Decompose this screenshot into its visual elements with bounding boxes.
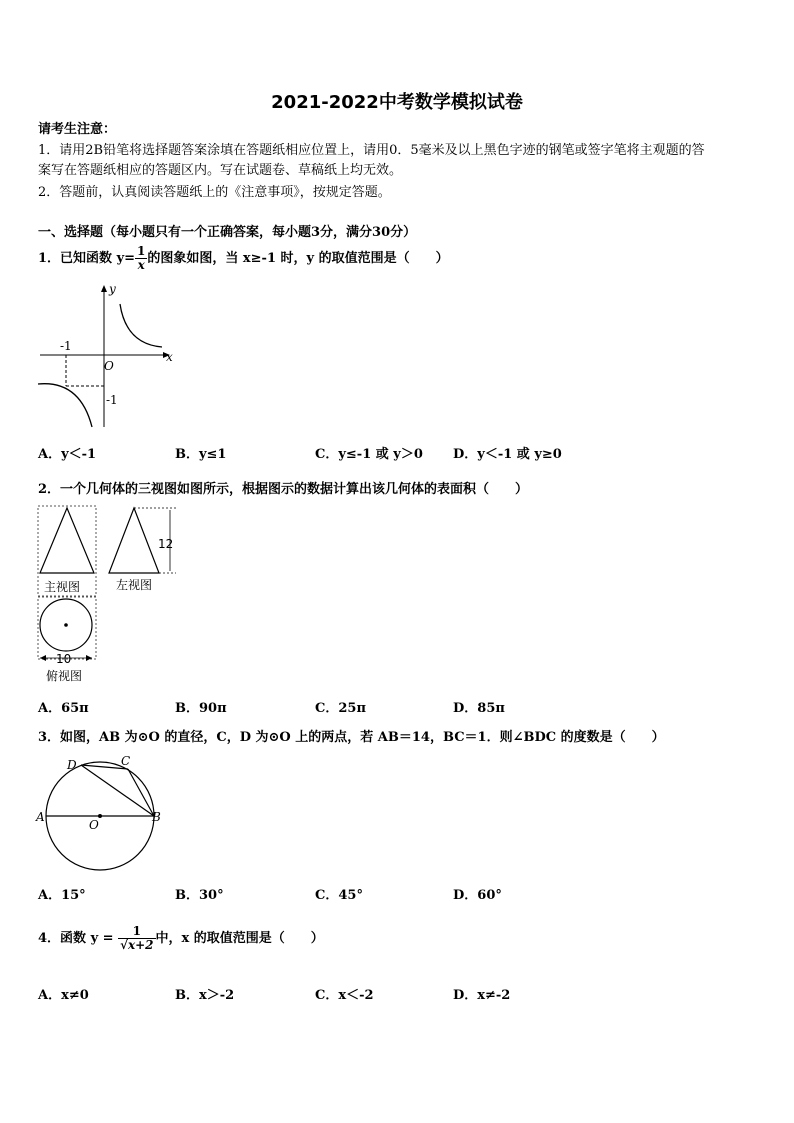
q1-option-d[interactable]: D．y＜-1 或 y≥0 — [453, 447, 562, 462]
q1-label-neg1-x: -1 — [60, 339, 72, 353]
q4-frac-den: √x+2 — [120, 938, 154, 952]
q3-label-d: D — [67, 758, 77, 772]
q1-curve-left — [38, 384, 92, 427]
notice-line-1b: 案写在答题纸相应的答题区内。写在试题卷、草稿纸上均无效。 — [38, 163, 403, 178]
q3-option-a[interactable]: A．15° — [38, 888, 86, 903]
q1-option-b[interactable]: B．y≤1 — [175, 447, 227, 462]
q2-dim-arrow-left — [40, 655, 46, 661]
q2-side-caption: 左视图 — [116, 578, 153, 592]
q1-label-origin: O — [104, 359, 114, 373]
q1-suffix: 的图象如图，当 x≥-1 时，y 的取值范围是（ ） — [147, 251, 449, 266]
q4-suffix: 中，x 的取值范围是（ ） — [155, 931, 324, 946]
q1-prefix: 1．已知函数 y= — [38, 251, 136, 266]
question-3: 3．如图，AB 为⊙O 的直径，C，D 为⊙O 上的两点，若 AB＝14，BC＝1．则∠BDC 的度数是（ ） — [38, 730, 665, 745]
q3-label-o: O — [89, 818, 99, 832]
section-heading: 一、选择题（每小题只有一个正确答案，每小题3分，满分30分） — [38, 225, 417, 240]
question-1 — [38, 245, 449, 272]
q1-label-neg1-y: -1 — [106, 393, 118, 407]
q3-option-c[interactable]: C．45° — [315, 888, 363, 903]
q3-circle-figure — [34, 752, 169, 872]
question-4 — [38, 925, 324, 952]
q2-height-label: 12 — [158, 537, 174, 551]
q2-dim-arrow-right — [86, 655, 92, 661]
q2-option-d[interactable]: D．85π — [453, 701, 505, 716]
q1-curve-right — [120, 304, 162, 347]
q1-option-a[interactable]: A．y＜-1 — [38, 447, 97, 462]
q2-diameter-label: 10 — [56, 652, 72, 666]
q3-option-d[interactable]: D．60° — [453, 888, 502, 903]
q1-frac-num: 1 — [137, 244, 146, 258]
q2-top-view-center — [64, 623, 68, 627]
notice-heading: 请考生注意： — [38, 122, 117, 137]
q2-front-view — [40, 508, 94, 573]
q3-option-b[interactable]: B．30° — [175, 888, 224, 903]
q2-top-caption: 俯视图 — [46, 669, 83, 683]
q4-fraction — [118, 925, 155, 952]
q1-hyperbola-graph — [36, 282, 176, 430]
notice-line-1: 1．请用2B铅笔将选择题答案涂填在答题纸相应位置上，请用0．5毫米及以上黑色字迹的钢笔或签字笔将主观题的答 — [38, 143, 705, 158]
q1-frac-den: x — [137, 258, 145, 272]
question-2: 2．一个几何体的三视图如图所示，根据图示的数据计算出该几何体的表面积（ ） — [38, 482, 529, 497]
q2-front-caption: 主视图 — [44, 580, 81, 594]
q2-three-views-figure — [34, 503, 184, 688]
q4-prefix: 4．函数 y = — [38, 931, 114, 946]
q4-option-a[interactable]: A．x≠0 — [38, 988, 89, 1003]
q1-y-arrow — [101, 285, 107, 292]
q3-label-c: C — [121, 754, 131, 768]
q1-fraction — [135, 245, 147, 272]
q4-frac-num: 1 — [118, 925, 155, 939]
q4-option-c[interactable]: C．x＜-2 — [315, 988, 374, 1003]
q1-option-c[interactable]: C．y≤-1 或 y＞0 — [315, 447, 423, 462]
notice-line-2: 2．答题前，认真阅读答题纸上的《注意事项》，按规定答题。 — [38, 185, 391, 200]
q3-label-b: B — [152, 810, 161, 824]
q2-option-b[interactable]: B．90π — [175, 701, 227, 716]
page-title: 2021-2022中考数学模拟试卷 — [271, 92, 523, 113]
q2-top-frame — [38, 597, 96, 659]
q3-chord-db — [81, 765, 154, 816]
q4-option-d[interactable]: D．x≠-2 — [453, 988, 511, 1003]
q1-label-x: x — [166, 350, 173, 364]
q1-label-y: y — [109, 282, 116, 296]
q2-option-a[interactable]: A．65π — [38, 701, 89, 716]
q2-side-view — [109, 508, 159, 573]
q3-label-a: A — [36, 810, 45, 824]
q3-chord-cb — [128, 769, 154, 816]
q2-option-c[interactable]: C．25π — [315, 701, 366, 716]
q4-option-b[interactable]: B．x＞-2 — [175, 988, 235, 1003]
